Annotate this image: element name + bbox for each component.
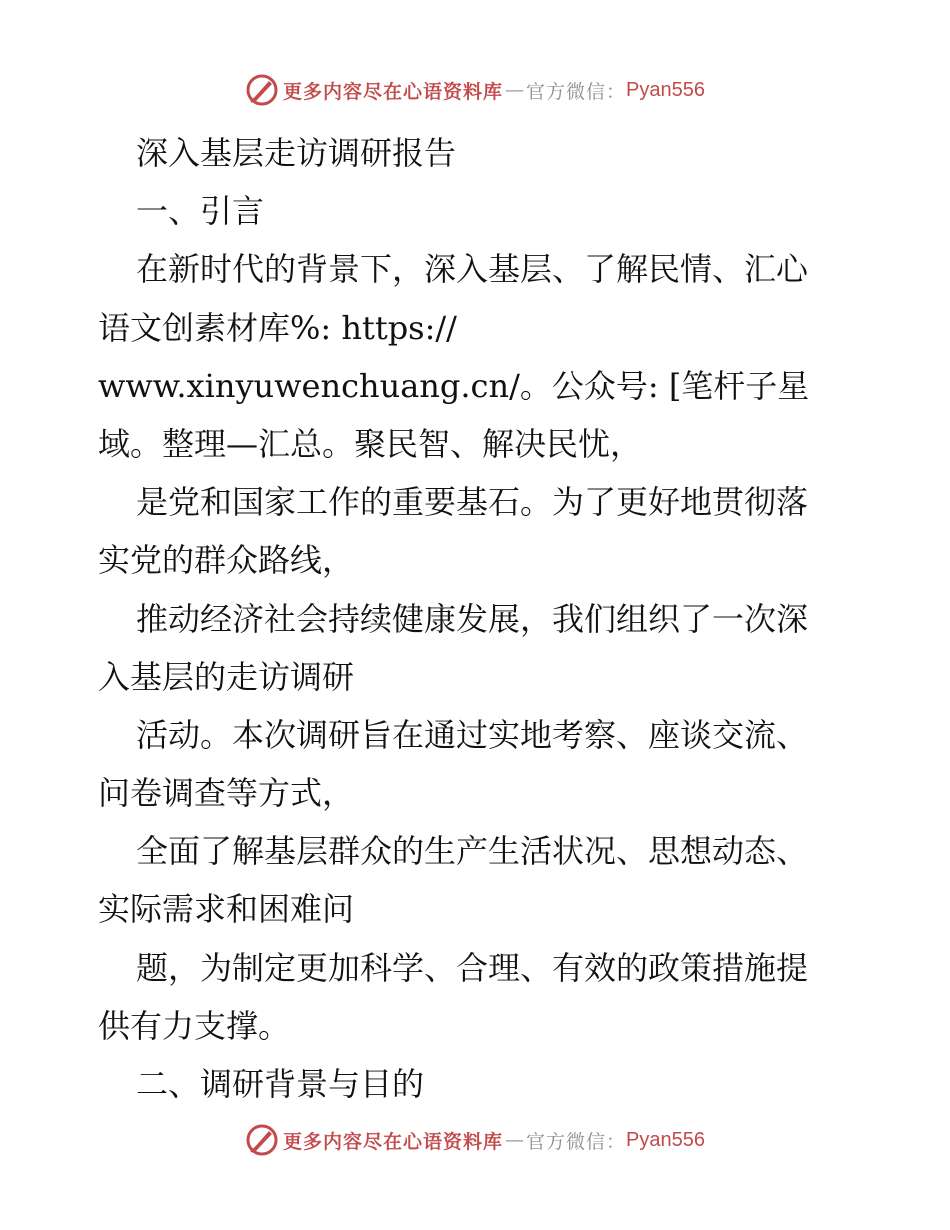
paragraph-line: 是党和国家工作的重要基石。为了更好地贯彻落 <box>136 483 809 522</box>
quill-logo-icon <box>245 73 279 107</box>
banner-sub-text: 官方微信： <box>526 1130 627 1153</box>
section-heading-background: 二、调研背景与目的 <box>136 1065 425 1103</box>
banner-separator: — <box>505 79 525 101</box>
header-watermark-banner <box>0 70 950 110</box>
paragraph-line: 全面了解基层群众的生产生活状况、思想动态、 <box>136 832 809 871</box>
banner-main-text: 更多内容尽在心语资料库 <box>283 80 504 103</box>
banner-main-text: 更多内容尽在心语资料库 <box>283 1130 504 1153</box>
footer-watermark-banner <box>0 1120 950 1160</box>
paragraph-line: 实际需求和困难问 <box>98 890 355 929</box>
paragraph-line: 域。整理—汇总。聚民智、解决民忧， <box>98 424 643 463</box>
paragraph-line: 在新时代的背景下，深入基层、了解民情、汇心 <box>136 250 809 289</box>
document-body <box>98 124 858 1113</box>
doc-title: 深入基层走访调研报告 <box>136 134 457 172</box>
paragraph-line: www.xinyuwenchuang.cn/。公众号: [笔杆子星 <box>98 366 810 405</box>
paragraph-line: 问卷调查等方式， <box>98 774 355 813</box>
quill-logo-icon <box>245 1123 279 1157</box>
section-heading-intro: 一、引言 <box>136 192 265 231</box>
banner-wechat-id: Pyan556 <box>626 78 705 101</box>
paragraph-line: 语文创素材库%: https:// <box>98 308 457 347</box>
paragraph-line: 推动经济社会持续健康发展，我们组织了一次深 <box>136 599 809 638</box>
paragraph-line: 供有力支撑。 <box>98 1006 291 1045</box>
paragraph-line: 题，为制定更加科学、合理、有效的政策措施提 <box>136 948 809 987</box>
paragraph-line: 入基层的走访调研 <box>98 657 355 696</box>
banner-sub-text: 官方微信： <box>526 80 627 103</box>
banner-separator: — <box>505 1129 525 1151</box>
banner-wechat-id: Pyan556 <box>626 1128 705 1151</box>
paragraph-line: 实党的群众路线， <box>98 541 355 580</box>
paragraph-line: 活动。本次调研旨在通过实地考察、座谈交流、 <box>136 715 809 754</box>
